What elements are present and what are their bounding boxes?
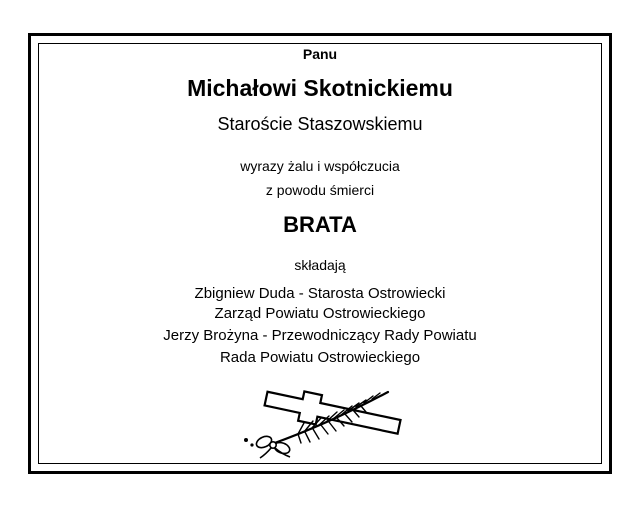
condolence-line-2: z powodu śmierci — [265, 182, 375, 198]
signed-label: składają — [294, 257, 346, 273]
signatory-item: Zbigniew Duda - Starosta Ostrowiecki — [194, 285, 446, 302]
signatory-item: Rada Powiatu Ostrowieckiego — [219, 349, 421, 366]
deceased-relation: BRATA — [283, 212, 357, 237]
recipient-title: Staroście Staszowskiemu — [217, 114, 423, 134]
condolence-line-1: wyrazy żalu i współczucia — [240, 158, 400, 174]
signatory-item: Jerzy Brożyna - Przewodniczący Rady Powiatu — [163, 327, 477, 344]
salutation: Panu — [302, 46, 338, 62]
cross-with-palm-icon — [238, 388, 408, 460]
signatory-item: Zarząd Powiatu Ostrowieckiego — [214, 305, 426, 322]
recipient-name: Michałowi Skotnickiemu — [187, 75, 453, 101]
